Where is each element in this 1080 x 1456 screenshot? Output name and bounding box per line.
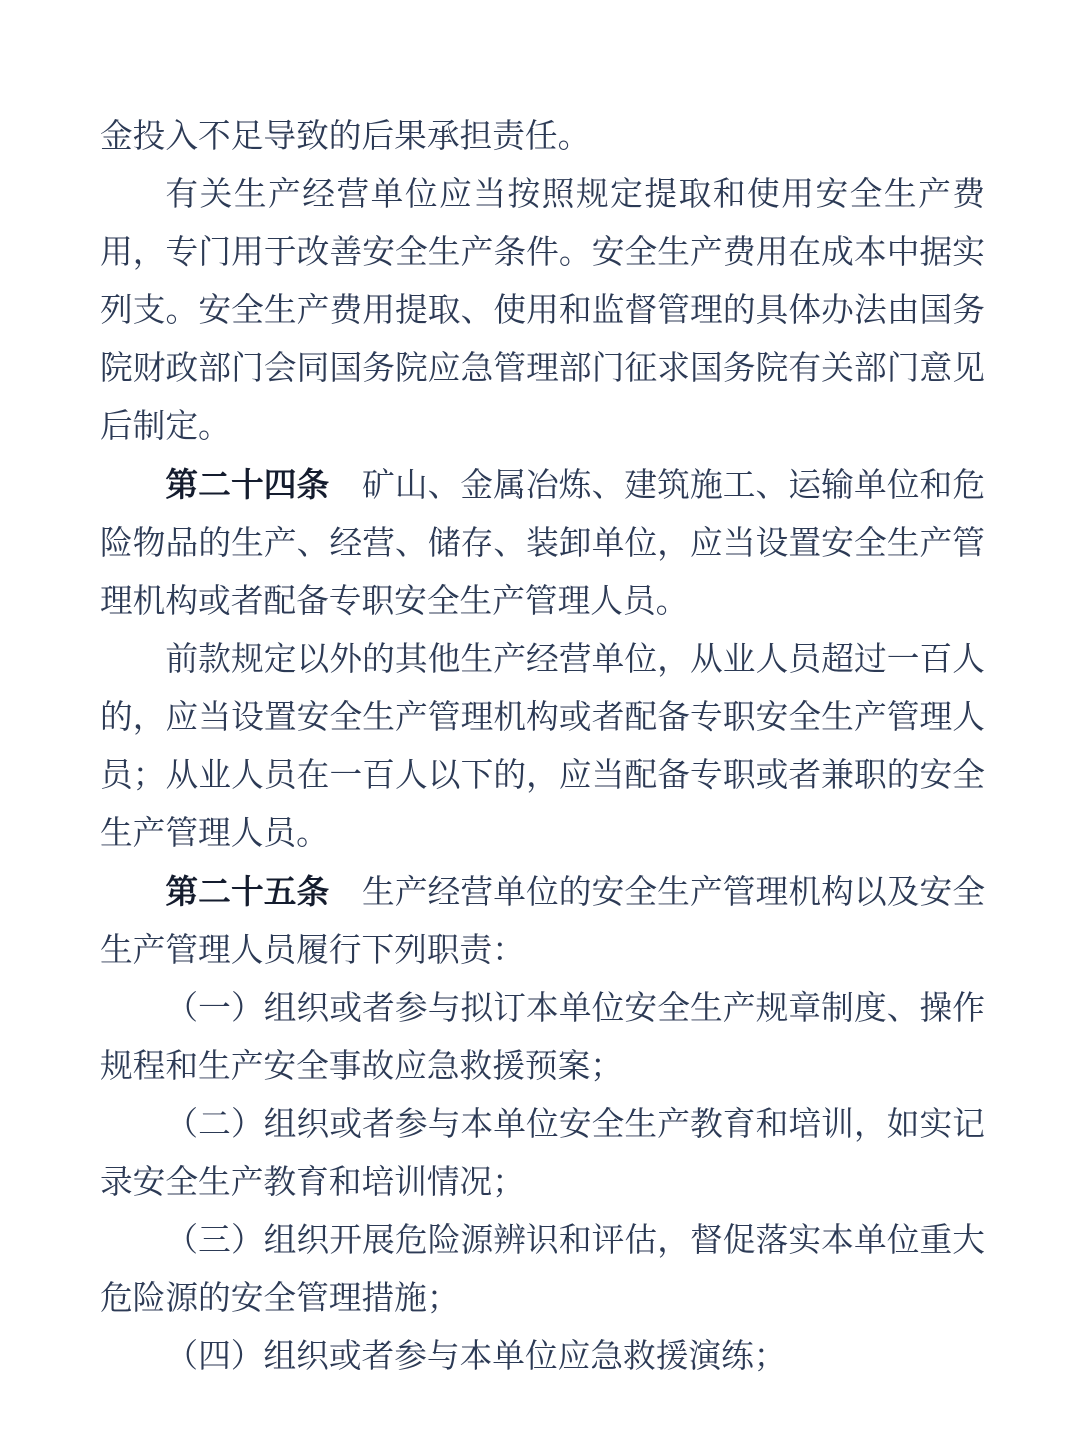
article-25-number: 第二十五条: [165, 873, 330, 910]
para-text: 前款规定以外的其他生产经营单位，从业人员超过一百人的，应当设置安全生产管理机构或者配备专职安全生产管理人员；从业人员在一百人以下的，应当配备专职或者兼职的安全生产管理人员。: [100, 642, 985, 852]
para-duty-item-1: [100, 980, 985, 1096]
para-duty-item-3: [100, 1212, 985, 1328]
para-article-24: [100, 456, 985, 631]
para-text: 生产经营单位的安全生产管理机构以及安全生产管理人员履行下列职责：: [100, 875, 986, 969]
para-text: （一）组织或者参与拟订本单位安全生产规章制度、操作规程和生产安全事故应急救援预案；: [100, 991, 985, 1085]
article-24-number: 第二十四条: [165, 466, 330, 503]
para-text: （四）组织或者参与本单位应急救援演练；: [165, 1339, 787, 1375]
para-text: （三）组织开展危险源辨识和评估，督促落实本单位重大危险源的安全管理措施；: [100, 1223, 985, 1317]
para-continuation: [100, 108, 985, 166]
para-duty-item-4: [100, 1328, 985, 1386]
para-text: （二）组织或者参与本单位安全生产教育和培训，如实记录安全生产教育和培训情况；: [100, 1107, 985, 1201]
para-duty-item-2: [100, 1096, 985, 1212]
para-text: 有关生产经营单位应当按照规定提取和使用安全生产费用，专门用于改善安全生产条件。安全生产费用在成本中据实列支。安全生产费用提取、使用和监督管理的具体办法由国务院财政部门会同国务院应急管理部门征求国务院有关部门意见后制定。: [100, 177, 985, 445]
para-article-25: [100, 863, 985, 980]
para-text: 矿山、金属冶炼、建筑施工、运输单位和危险物品的生产、经营、储存、装卸单位，应当设置安全生产管理机构或者配备专职安全生产管理人员。: [100, 468, 986, 620]
para-article-24-clause-2: [100, 631, 985, 863]
para-text: 金投入不足导致的后果承担责任。: [100, 119, 591, 155]
para-safety-expense: [100, 166, 985, 456]
